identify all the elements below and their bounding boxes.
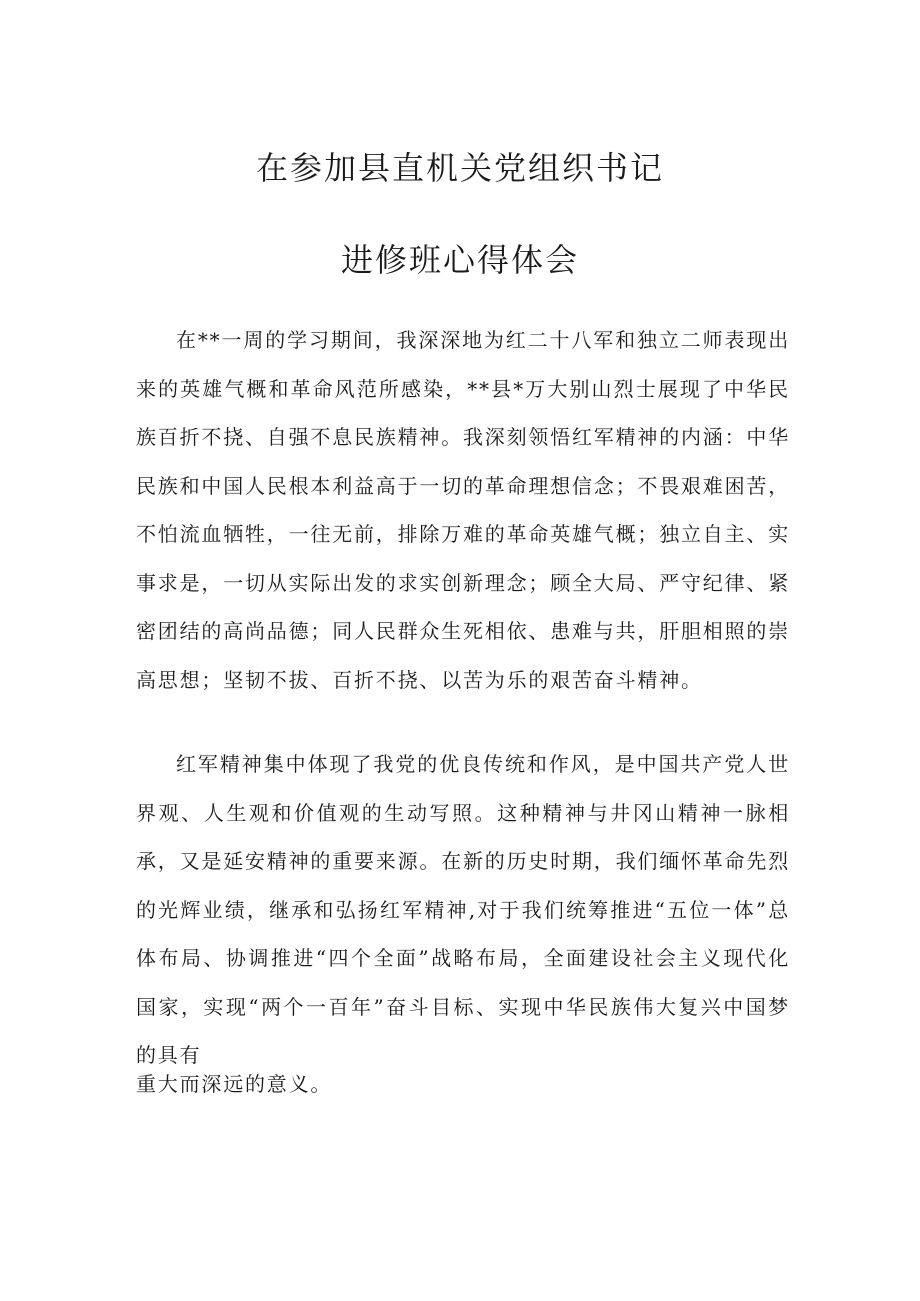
body-paragraph-2: 红军精神集中体现了我党的优良传统和作风，是中国共产党人世界观、人生观和价值观的生动写照。这种精神与井冈山精神一脉相承，又是延安精神的重要来源。在新的历史时期，我们缅怀革命先烈的光辉业绩，继承和弘扬红军精神,对于我们统筹推进“五位一体”总体布局、协调推进“四个全面”战略布局，全面建设社会主义现代化国家，实现“两个一百年”奋斗目标、实现中华民族伟大复兴中国梦的具有 [136, 752, 790, 1067]
body-paragraph-3: 重大而深远的意义。 [136, 1072, 333, 1096]
body-paragraph-1: 在**一周的学习期间，我深深地为红二十八军和独立二师表现出来的英雄气概和革命风范所感染，**县*万大别山烈士展现了中华民族百折不挠、自强不息民族精神。我深刻领悟红军精神的内涵：中华民族和中国人民根本利益高于一切的革命理想信念；不畏艰难困苦，不怕流血牺牲，一往无前，排除万难的革命英雄气概；独立自主、实事求是，一切从实际出发的求实创新理念；顾全大局、严守纪律、紧密团结的高尚品德；同人民群众生死相依、患难与共，肝胆相照的崇高思想；坚韧不拔、百折不挠、以苦为乐的艰苦奋斗精神。 [136, 328, 790, 692]
document-title-line-2: 进修班心得体会 [340, 241, 579, 279]
document-title-line-1: 在参加县直机关党组织书记 [255, 149, 664, 187]
